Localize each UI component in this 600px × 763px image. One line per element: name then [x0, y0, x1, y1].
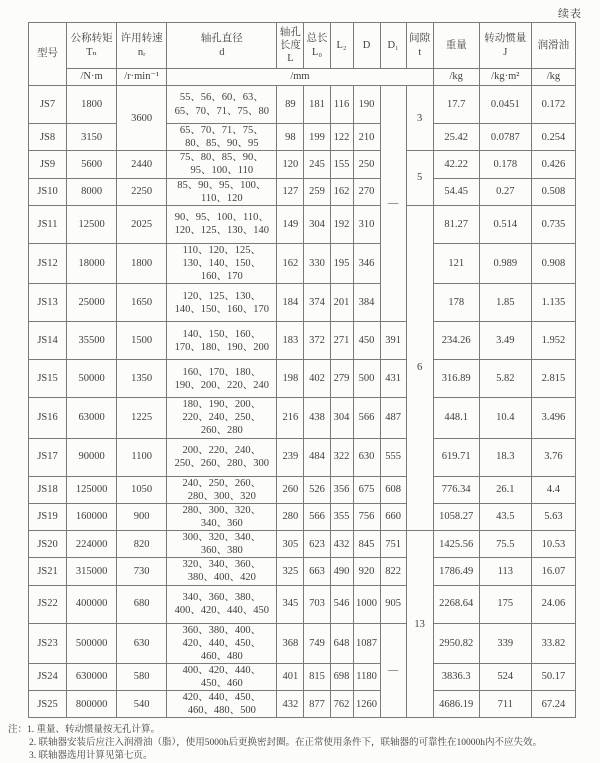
- cell-oil: 0.172: [531, 86, 575, 124]
- cell-gap: 6: [406, 205, 433, 530]
- header-symbol: Tₙ: [86, 46, 98, 58]
- cell-weight: 1058.27: [433, 503, 479, 530]
- cell-weight: 3836.3: [433, 663, 479, 690]
- cell-oil: 0.426: [531, 151, 575, 178]
- cell-d: 1087: [353, 623, 380, 663]
- cell-bore-length: 325: [277, 558, 304, 585]
- table-row: [29, 205, 576, 243]
- cell-inertia: 5.82: [479, 360, 531, 398]
- cell-total-length: 374: [304, 284, 330, 322]
- cell-torque: 400000: [67, 585, 117, 623]
- cell-oil: 0.508: [531, 178, 575, 205]
- cell-oil: 4.4: [531, 476, 575, 503]
- cell-inertia: 18.3: [479, 438, 531, 476]
- cell-weight: 2268.64: [433, 585, 479, 623]
- cell-bore-length: 260: [277, 476, 304, 503]
- cell-total-length: 815: [304, 663, 330, 690]
- cell-weight: 1786.49: [433, 558, 479, 585]
- cell-inertia: 0.514: [479, 205, 531, 243]
- cell-torque: 12500: [67, 205, 117, 243]
- cell-d: 210: [353, 124, 380, 151]
- cell-d: 756: [353, 503, 380, 530]
- cell-d: 250: [353, 151, 380, 178]
- cell-d: 310: [353, 205, 380, 243]
- note-item: 1. 重量、转动惯量按无孔计算。: [27, 725, 161, 736]
- cell-oil: 67.24: [531, 691, 575, 718]
- cell-d1: 608: [380, 476, 406, 503]
- cell-inertia: 26.1: [479, 476, 531, 503]
- cell-d: 845: [353, 531, 380, 558]
- cell-l2: 162: [330, 178, 353, 205]
- cell-weight: 81.27: [433, 205, 479, 243]
- cell-oil: 3.496: [531, 398, 575, 438]
- cell-l2: 304: [330, 398, 353, 438]
- notes-label: 注：: [8, 725, 28, 736]
- cell-speed: 730: [117, 558, 167, 585]
- cell-oil: 10.53: [531, 531, 575, 558]
- cell-torque: 5600: [67, 151, 117, 178]
- cell-d: 1000: [353, 585, 380, 623]
- cell-speed: 1225: [117, 398, 167, 438]
- cell-bore-diameters: 240、250、260、280、300、320: [167, 476, 277, 503]
- unit-weight: /kg: [433, 69, 479, 86]
- cell-d1: —: [380, 623, 406, 718]
- cell-l2: 116: [330, 86, 353, 124]
- cell-l2: 195: [330, 243, 353, 283]
- cell-inertia: 0.178: [479, 151, 531, 178]
- table-row: [29, 531, 576, 558]
- cell-model: JS11: [29, 205, 67, 243]
- cell-oil: 0.908: [531, 243, 575, 283]
- header-symbol: J: [503, 46, 508, 58]
- cell-d: 346: [353, 243, 380, 283]
- cell-bore-length: 305: [277, 531, 304, 558]
- col-header-bore-diameter: [167, 23, 277, 69]
- cell-oil: 5.63: [531, 503, 575, 530]
- cell-speed: 820: [117, 531, 167, 558]
- header-text: 润滑油: [537, 39, 570, 51]
- cell-inertia: 175: [479, 585, 531, 623]
- cell-inertia: 75.5: [479, 531, 531, 558]
- cell-model: JS8: [29, 124, 67, 151]
- cell-torque: 63000: [67, 398, 117, 438]
- cell-model: JS24: [29, 663, 67, 690]
- cell-bore-length: 183: [277, 322, 304, 360]
- cell-d: 1180: [353, 663, 380, 690]
- cell-bore-diameters: 400、420、440、450、460: [167, 663, 277, 690]
- cell-torque: 630000: [67, 663, 117, 690]
- cell-d1: 431: [380, 360, 406, 398]
- cell-l2: 122: [330, 124, 353, 151]
- footnote-line: [8, 724, 594, 737]
- cell-l2: 192: [330, 205, 353, 243]
- cell-gap: 3: [406, 86, 433, 151]
- cell-speed: 2440: [117, 151, 167, 178]
- cell-model: JS7: [29, 86, 67, 124]
- cell-bore-diameters: 110、120、125、130、140、150、160、170: [167, 243, 277, 283]
- cell-l2: 355: [330, 503, 353, 530]
- cell-speed: 3600: [117, 86, 167, 151]
- table-row: [29, 476, 576, 503]
- cell-bore-diameters: 85、90、95、100、110、120: [167, 178, 277, 205]
- cell-weight: 42.22: [433, 151, 479, 178]
- cell-bore-diameters: 280、300、320、340、360: [167, 503, 277, 530]
- footnotes: [8, 724, 594, 763]
- cell-weight: 234.26: [433, 322, 479, 360]
- cell-d1: —: [380, 86, 406, 322]
- table-row: [29, 623, 576, 663]
- cell-d: 190: [353, 86, 380, 124]
- cell-total-length: 372: [304, 322, 330, 360]
- header-symbol: L₀: [311, 46, 323, 58]
- cell-bore-diameters: 300、320、340、360、380: [167, 531, 277, 558]
- col-header-total-length: [304, 23, 330, 69]
- cell-d: 1260: [353, 691, 380, 718]
- unit-oil: /kg: [531, 69, 575, 86]
- header-symbol: L: [287, 53, 294, 65]
- header-row: [29, 23, 576, 69]
- cell-total-length: 259: [304, 178, 330, 205]
- cell-d1: 555: [380, 438, 406, 476]
- col-header-weight: [433, 23, 479, 69]
- cell-total-length: 181: [304, 86, 330, 124]
- cell-bore-length: 368: [277, 623, 304, 663]
- cell-inertia: 0.0451: [479, 86, 531, 124]
- cell-l2: 356: [330, 476, 353, 503]
- table-row: [29, 691, 576, 718]
- header-text: 间隙: [409, 33, 431, 45]
- header-text: 转动惯量: [484, 33, 527, 45]
- cell-bore-diameters: 360、380、400、420、440、450、460、480: [167, 623, 277, 663]
- cell-weight: 17.7: [433, 86, 479, 124]
- cell-weight: 1425.56: [433, 531, 479, 558]
- cell-total-length: 703: [304, 585, 330, 623]
- cell-d1: 391: [380, 322, 406, 360]
- table-row: [29, 663, 576, 690]
- cell-bore-length: 345: [277, 585, 304, 623]
- cell-torque: 160000: [67, 503, 117, 530]
- cell-inertia: 339: [479, 623, 531, 663]
- cell-bore-diameters: 65、70、71、75、80、85、90、95: [167, 124, 277, 151]
- cell-total-length: 245: [304, 151, 330, 178]
- header-text: 重量: [445, 39, 467, 51]
- cell-l2: 698: [330, 663, 353, 690]
- cell-bore-length: 127: [277, 178, 304, 205]
- cell-bore-diameters: 90、95、100、110、120、125、130、140: [167, 205, 277, 243]
- unit-torque: /N·m: [67, 69, 117, 86]
- cell-d: 270: [353, 178, 380, 205]
- cell-total-length: 663: [304, 558, 330, 585]
- cell-inertia: 10.4: [479, 398, 531, 438]
- cell-oil: 1.952: [531, 322, 575, 360]
- note-item: 2. 联轴器安装后应注入润滑油（脂），使用5000h后更换密封圈。在正常使用条件下，联轴器的可靠性在10000h内不应失效。: [29, 738, 543, 749]
- col-header-d: [353, 23, 380, 69]
- header-symbol: d: [219, 46, 225, 58]
- cell-inertia: 0.27: [479, 178, 531, 205]
- cell-bore-length: 184: [277, 284, 304, 322]
- cell-l2: 490: [330, 558, 353, 585]
- cell-speed: 900: [117, 503, 167, 530]
- cell-oil: 1.135: [531, 284, 575, 322]
- cell-d: 566: [353, 398, 380, 438]
- cell-oil: 2.815: [531, 360, 575, 398]
- cell-total-length: 749: [304, 623, 330, 663]
- cell-oil: 50.17: [531, 663, 575, 690]
- note-item: 3. 联轴器选用计算见第七页。: [29, 751, 153, 762]
- cell-model: JS9: [29, 151, 67, 178]
- table-row: [29, 284, 576, 322]
- cell-speed: 630: [117, 623, 167, 663]
- cell-d1: 905: [380, 585, 406, 623]
- col-header-oil: [531, 23, 575, 69]
- cell-inertia: 43.5: [479, 503, 531, 530]
- cell-model: JS25: [29, 691, 67, 718]
- cell-speed: 2025: [117, 205, 167, 243]
- cell-bore-length: 216: [277, 398, 304, 438]
- cell-torque: 125000: [67, 476, 117, 503]
- cell-model: JS15: [29, 360, 67, 398]
- cell-d1: 487: [380, 398, 406, 438]
- cell-inertia: 524: [479, 663, 531, 690]
- header-text: 轴孔长度: [279, 26, 301, 51]
- cell-speed: 1050: [117, 476, 167, 503]
- header-symbol: D: [362, 39, 371, 51]
- cell-total-length: 402: [304, 360, 330, 398]
- cell-speed: 540: [117, 691, 167, 718]
- col-header-d1: [380, 23, 406, 69]
- cell-total-length: 438: [304, 398, 330, 438]
- cell-inertia: 1.85: [479, 284, 531, 322]
- cell-total-length: 526: [304, 476, 330, 503]
- cell-bore-diameters: 160、170、180、190、200、220、240: [167, 360, 277, 398]
- cell-weight: 776.34: [433, 476, 479, 503]
- cell-d: 675: [353, 476, 380, 503]
- cell-model: JS16: [29, 398, 67, 438]
- cell-speed: 1650: [117, 284, 167, 322]
- table-row: [29, 558, 576, 585]
- table-row: [29, 438, 576, 476]
- cell-d: 920: [353, 558, 380, 585]
- cell-model: JS17: [29, 438, 67, 476]
- unit-speed: /r·min⁻¹: [117, 69, 167, 86]
- cell-bore-diameters: 200、220、240、250、260、280、300: [167, 438, 277, 476]
- cell-total-length: 199: [304, 124, 330, 151]
- col-header-gap: [406, 23, 433, 69]
- cell-bore-diameters: 340、360、380、400、420、440、450: [167, 585, 277, 623]
- cell-oil: 24.06: [531, 585, 575, 623]
- cell-bore-length: 239: [277, 438, 304, 476]
- col-header-inertia: [479, 23, 531, 69]
- coupling-spec-table: [28, 22, 576, 718]
- header-symbol: t: [418, 46, 422, 58]
- cell-l2: 201: [330, 284, 353, 322]
- cell-torque: 50000: [67, 360, 117, 398]
- cell-l2: 762: [330, 691, 353, 718]
- col-header-bore-length: [277, 23, 304, 69]
- cell-total-length: 304: [304, 205, 330, 243]
- cell-total-length: 877: [304, 691, 330, 718]
- table-row: [29, 243, 576, 283]
- cell-total-length: 566: [304, 503, 330, 530]
- cell-weight: 448.1: [433, 398, 479, 438]
- cell-d: 450: [353, 322, 380, 360]
- footnote-line: [8, 750, 594, 763]
- cell-model: JS10: [29, 178, 67, 205]
- cell-speed: 2250: [117, 178, 167, 205]
- cell-speed: 1500: [117, 322, 167, 360]
- table-row: [29, 503, 576, 530]
- header-text: 许用转速: [120, 33, 163, 45]
- cell-d: 384: [353, 284, 380, 322]
- cell-torque: 224000: [67, 531, 117, 558]
- cell-torque: 25000: [67, 284, 117, 322]
- col-header-torque: [67, 23, 117, 69]
- cell-weight: 2950.82: [433, 623, 479, 663]
- cell-oil: 16.07: [531, 558, 575, 585]
- cell-bore-length: 89: [277, 86, 304, 124]
- header-symbol: L₂: [336, 39, 347, 51]
- cell-total-length: 330: [304, 243, 330, 283]
- cell-oil: 33.82: [531, 623, 575, 663]
- cell-weight: 54.45: [433, 178, 479, 205]
- cell-total-length: 623: [304, 531, 330, 558]
- cell-model: JS18: [29, 476, 67, 503]
- unit-inertia: /kg·m²: [479, 69, 531, 86]
- cell-bore-length: 98: [277, 124, 304, 151]
- cell-model: JS20: [29, 531, 67, 558]
- cell-l2: 279: [330, 360, 353, 398]
- header-text: 轴孔直径: [200, 33, 243, 45]
- cell-bore-diameters: 320、340、360、380、400、420: [167, 558, 277, 585]
- cell-inertia: 113: [479, 558, 531, 585]
- cell-torque: 800000: [67, 691, 117, 718]
- cell-l2: 155: [330, 151, 353, 178]
- cell-inertia: 711: [479, 691, 531, 718]
- cell-speed: 580: [117, 663, 167, 690]
- col-header-model: [29, 23, 67, 86]
- header-symbol: D₁: [387, 39, 399, 51]
- cell-weight: 4686.19: [433, 691, 479, 718]
- col-header-speed: [117, 23, 167, 69]
- header-text: 公称转矩: [70, 33, 113, 45]
- cell-d: 500: [353, 360, 380, 398]
- cell-speed: 680: [117, 585, 167, 623]
- table-row: [29, 151, 576, 178]
- cell-weight: 619.71: [433, 438, 479, 476]
- cell-torque: 3150: [67, 124, 117, 151]
- cell-oil: 3.76: [531, 438, 575, 476]
- cell-model: JS14: [29, 322, 67, 360]
- cell-bore-diameters: 180、190、200、220、240、250、260、280: [167, 398, 277, 438]
- cell-oil: 0.254: [531, 124, 575, 151]
- header-text: 总长: [306, 33, 328, 45]
- cell-bore-length: 149: [277, 205, 304, 243]
- cell-model: JS23: [29, 623, 67, 663]
- unit-mm: /mm: [167, 69, 433, 86]
- cell-d: 630: [353, 438, 380, 476]
- cell-inertia: 0.0787: [479, 124, 531, 151]
- cell-weight: 316.89: [433, 360, 479, 398]
- cell-d1: 822: [380, 558, 406, 585]
- cell-weight: 121: [433, 243, 479, 283]
- cell-torque: 1800: [67, 86, 117, 124]
- units-row: [29, 69, 576, 86]
- cell-bore-diameters: 140、150、160、170、180、190、200: [167, 322, 277, 360]
- table-row: [29, 398, 576, 438]
- cell-inertia: 0.989: [479, 243, 531, 283]
- cell-bore-length: 280: [277, 503, 304, 530]
- cell-d1: 660: [380, 503, 406, 530]
- cell-bore-diameters: 55、56、60、63、65、70、71、75、80: [167, 86, 277, 124]
- continued-table-label: 续表: [558, 8, 582, 20]
- cell-model: JS22: [29, 585, 67, 623]
- cell-oil: 0.735: [531, 205, 575, 243]
- cell-bore-diameters: 120、125、130、140、150、160、170: [167, 284, 277, 322]
- cell-gap: 13: [406, 531, 433, 718]
- cell-d1: 751: [380, 531, 406, 558]
- cell-bore-diameters: 75、80、85、90、95、100、110: [167, 151, 277, 178]
- cell-model: JS19: [29, 503, 67, 530]
- table-row: [29, 178, 576, 205]
- cell-bore-length: 432: [277, 691, 304, 718]
- cell-speed: 1800: [117, 243, 167, 283]
- cell-speed: 1350: [117, 360, 167, 398]
- cell-l2: 546: [330, 585, 353, 623]
- cell-torque: 35500: [67, 322, 117, 360]
- cell-bore-length: 162: [277, 243, 304, 283]
- cell-model: JS12: [29, 243, 67, 283]
- table-row: [29, 585, 576, 623]
- cell-l2: 432: [330, 531, 353, 558]
- cell-torque: 500000: [67, 623, 117, 663]
- cell-l2: 271: [330, 322, 353, 360]
- cell-model: JS13: [29, 284, 67, 322]
- table-row: [29, 322, 576, 360]
- cell-inertia: 3.49: [479, 322, 531, 360]
- cell-torque: 315000: [67, 558, 117, 585]
- cell-torque: 90000: [67, 438, 117, 476]
- header-text: 型号: [37, 48, 59, 60]
- col-header-l2: [330, 23, 353, 69]
- cell-torque: 18000: [67, 243, 117, 283]
- footnote-line: [8, 737, 594, 750]
- header-symbol: nᵣ: [137, 46, 146, 58]
- cell-weight: 25.42: [433, 124, 479, 151]
- table-row: [29, 124, 576, 151]
- cell-bore-length: 401: [277, 663, 304, 690]
- cell-bore-diameters: 420、440、450、460、480、500: [167, 691, 277, 718]
- table-row: [29, 360, 576, 398]
- cell-l2: 648: [330, 623, 353, 663]
- cell-total-length: 484: [304, 438, 330, 476]
- cell-model: JS21: [29, 558, 67, 585]
- cell-weight: 178: [433, 284, 479, 322]
- cell-speed: 1100: [117, 438, 167, 476]
- table-row: [29, 86, 576, 124]
- cell-torque: 8000: [67, 178, 117, 205]
- cell-bore-length: 120: [277, 151, 304, 178]
- cell-gap: 5: [406, 151, 433, 206]
- cell-l2: 322: [330, 438, 353, 476]
- cell-bore-length: 198: [277, 360, 304, 398]
